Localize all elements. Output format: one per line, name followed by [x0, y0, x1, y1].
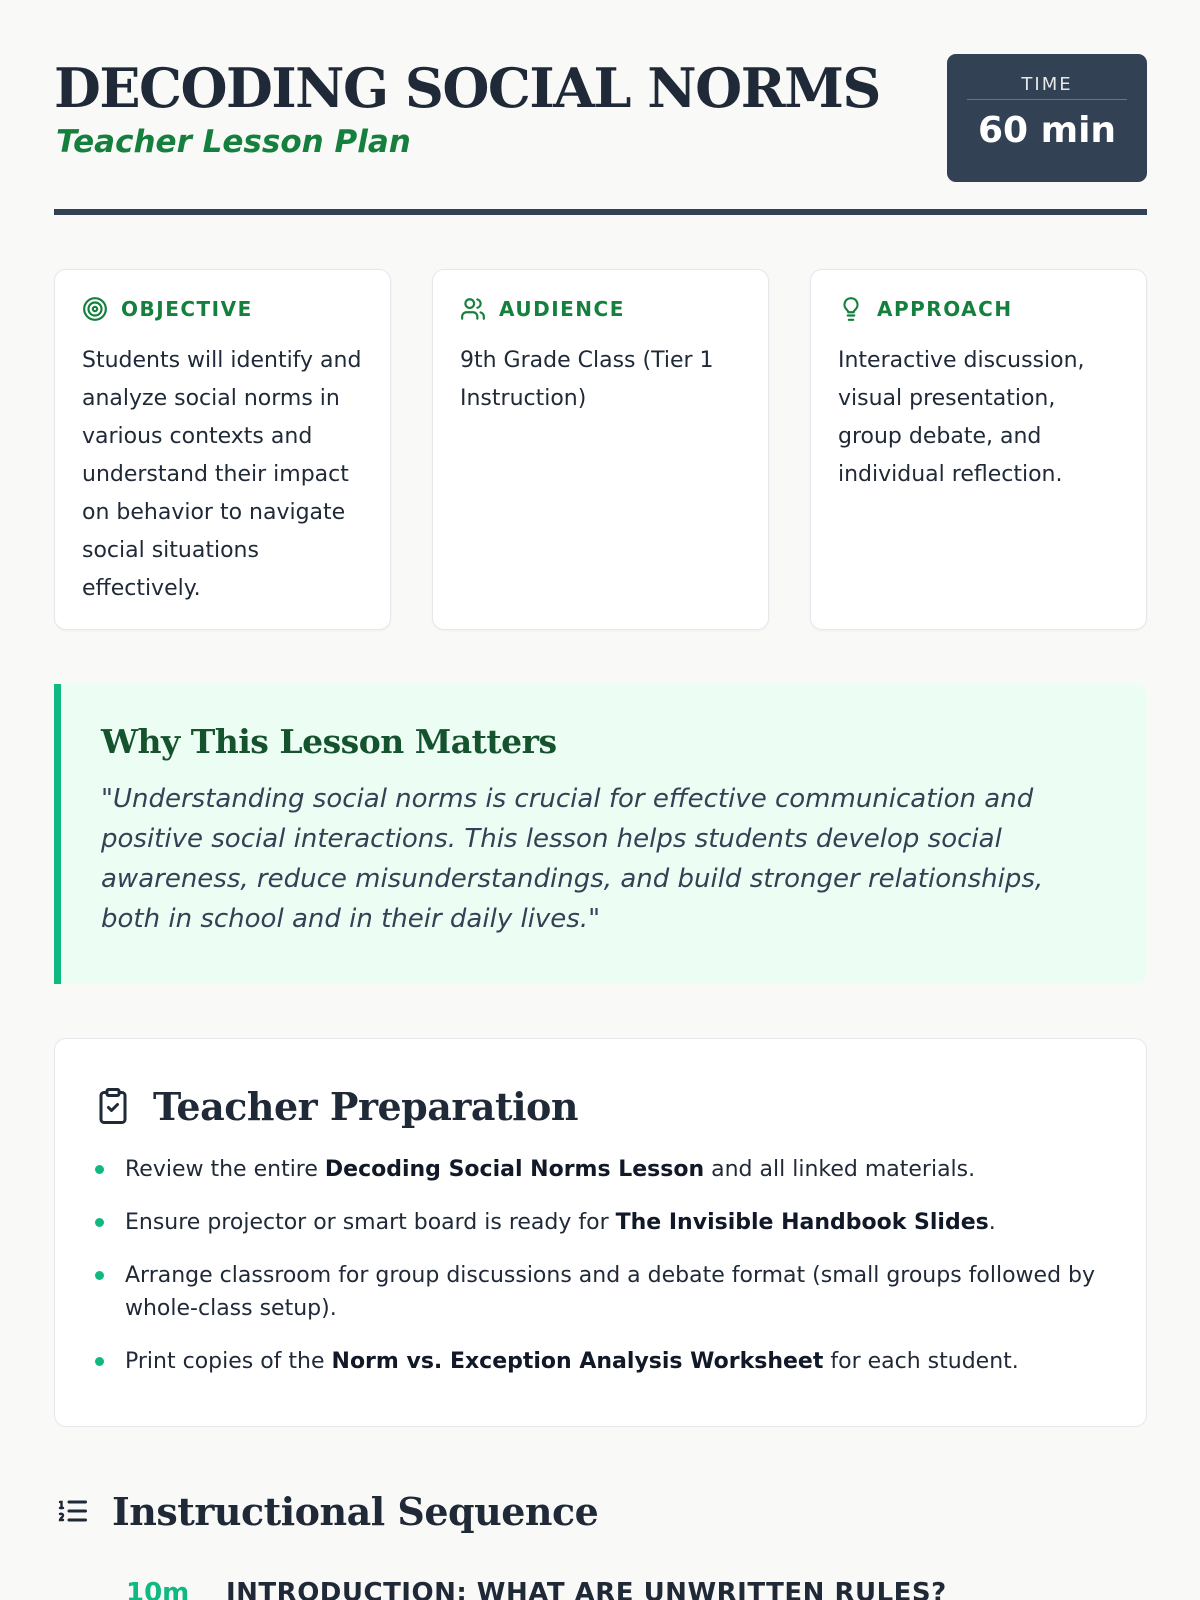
time-divider: [967, 99, 1127, 100]
bullet-dot: [95, 1271, 104, 1280]
prep-header: [95, 1081, 1106, 1131]
header: [54, 0, 1147, 216]
prep-item-bold: The Invisible Handbook Slides: [615, 1210, 989, 1235]
objective-card: [54, 269, 391, 630]
bullet-dot: [95, 1165, 104, 1174]
approach-card: [810, 269, 1147, 630]
objective-card-header: [82, 296, 363, 322]
sequence-item: [126, 1578, 947, 1600]
approach-title: APPROACH: [877, 297, 1013, 321]
teacher-preparation-card: [54, 1038, 1147, 1427]
ordered-list-icon: [54, 1493, 90, 1529]
prep-item-text: Ensure projector or smart board is ready for: [125, 1210, 616, 1235]
objective-text: Students will identify and analyze social norms in various contexts and understand their impact on behavior to navigate social situations effectively.: [82, 348, 362, 601]
prep-item-bold: Decoding Social Norms Lesson: [324, 1157, 705, 1182]
audience-text: 9th Grade Class (Tier 1 Instruction): [460, 348, 714, 411]
sequence-item-name: INTRODUCTION: WHAT ARE UNWRITTEN RULES?: [226, 1578, 947, 1600]
prep-item: [95, 1206, 1106, 1239]
prep-list: [95, 1153, 1106, 1378]
time-badge: [947, 54, 1147, 182]
audience-card-header: [460, 296, 741, 322]
clipboard-check-icon: [95, 1086, 131, 1126]
audience-card: [432, 269, 769, 630]
prep-item-text: Arrange classroom for group discussions and a debate format (small groups followed by whole-class setup).: [125, 1263, 1096, 1321]
why-quote: "Understanding social norms is crucial for effective communication and positive social interactions. This lesson helps students develop social awareness, reduce misunderstandings, and build stronger relationships, both in school and in their daily lives.": [101, 784, 1044, 934]
prep-title: Teacher Preparation: [153, 1083, 578, 1129]
prep-item-text: Print copies of the: [125, 1349, 332, 1374]
approach-card-header: [838, 296, 1119, 322]
why-callout: [54, 684, 1147, 984]
lightbulb-icon: [838, 296, 864, 322]
audience-title: AUDIENCE: [499, 297, 625, 321]
bullet-dot: [95, 1218, 104, 1227]
time-label: TIME: [1021, 74, 1073, 95]
header-divider: [54, 209, 1147, 215]
prep-item-text: .: [988, 1210, 996, 1235]
prep-item-text: for each student.: [823, 1349, 1019, 1374]
approach-text: Interactive discussion, visual presentation, group debate, and individual reflection.: [838, 348, 1085, 487]
time-value: 60 min: [977, 110, 1117, 151]
prep-item-text: and all linked materials.: [704, 1157, 976, 1182]
sequence-title: Instructional Sequence: [112, 1488, 599, 1534]
bullet-dot: [95, 1357, 104, 1366]
prep-item: [95, 1345, 1106, 1378]
info-cards: [54, 269, 1147, 630]
prep-item-bold: Norm vs. Exception Analysis Worksheet: [331, 1349, 824, 1374]
why-title: Why This Lesson Matters: [101, 722, 557, 761]
prep-item: [95, 1153, 1106, 1186]
prep-item: [95, 1259, 1106, 1325]
page-title: DECODING SOCIAL NORMS: [54, 56, 880, 120]
page-subtitle: Teacher Lesson Plan: [56, 124, 411, 160]
lesson-plan-page: [54, 0, 1147, 1600]
sequence-header: [54, 1486, 598, 1536]
prep-item-text: Review the entire: [125, 1157, 325, 1182]
users-icon: [460, 296, 486, 322]
sequence-item-time: 10m: [126, 1578, 190, 1600]
target-icon: [82, 296, 108, 322]
objective-title: OBJECTIVE: [121, 297, 253, 321]
